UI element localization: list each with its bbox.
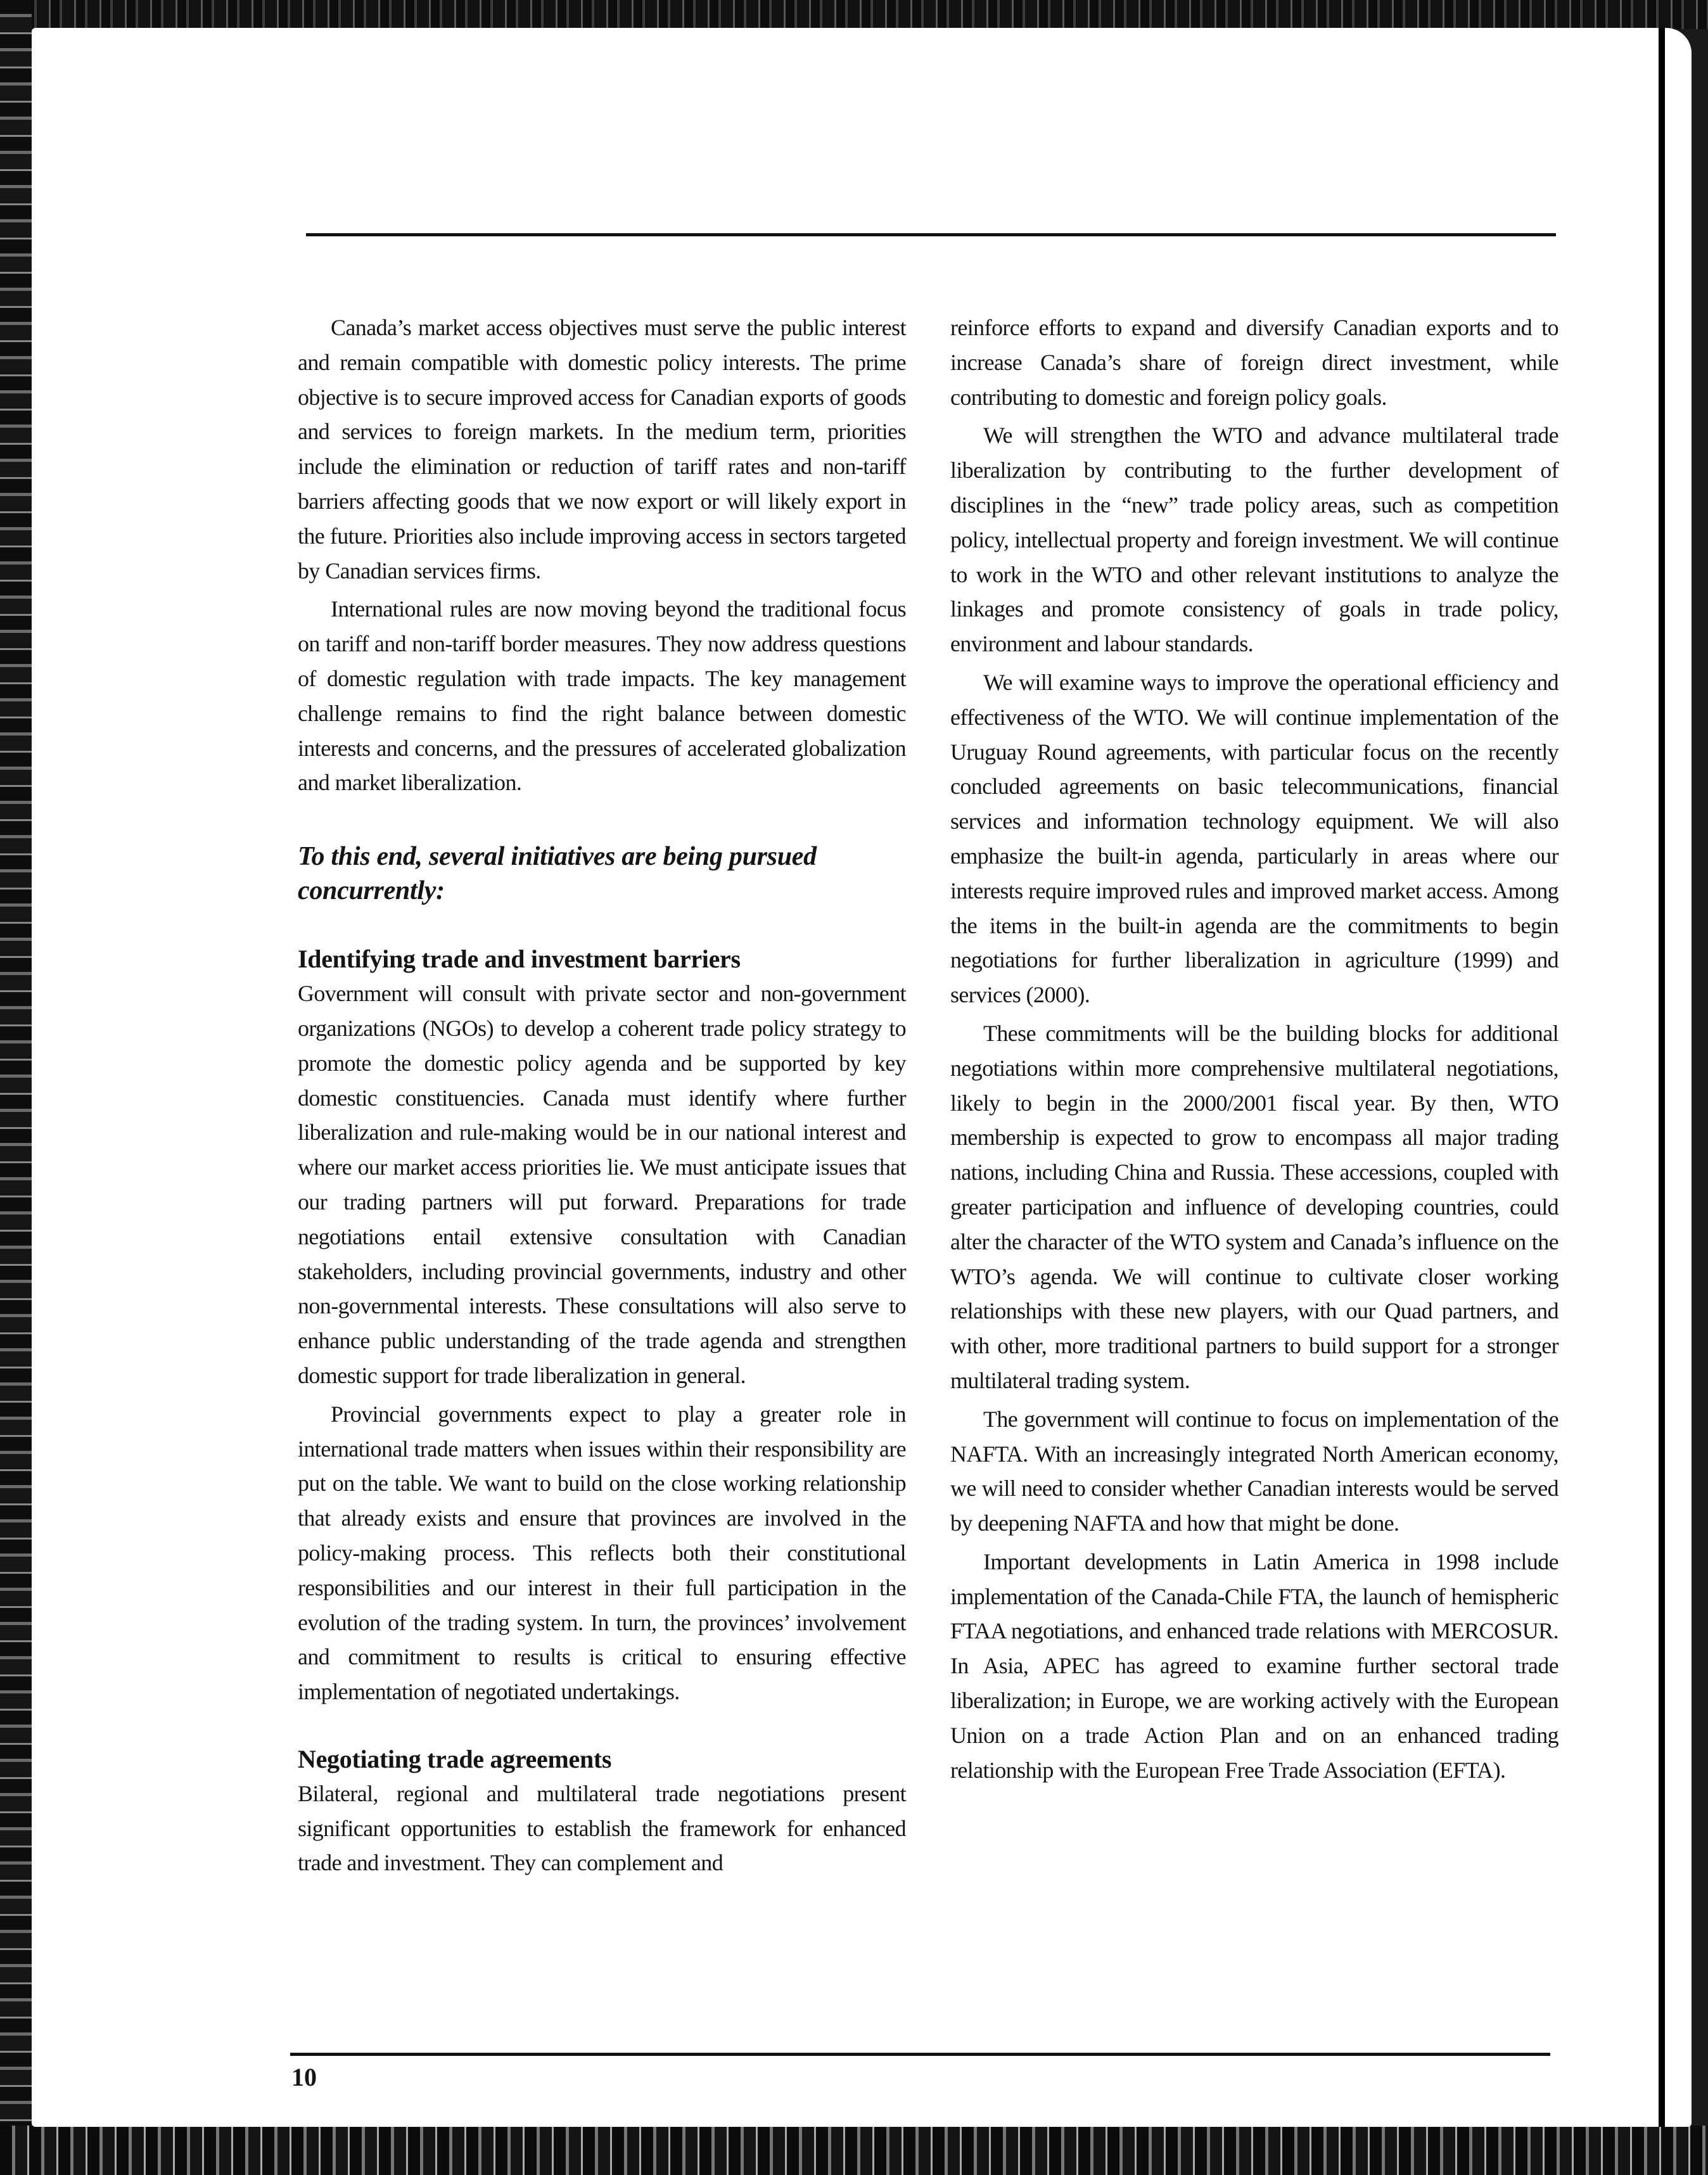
left-column — [298, 310, 906, 1880]
paragraph: We will examine ways to improve the operational efficiency and effectiveness of the WTO. We will continue implementation of the Uruguay Round agreements, with particular focus on the recently concluded agreements on basic telecommunications, financial services and information technology equipment. We will also emphasize the built-in agenda, particularly in areas where our interests require improved rules and improved market access. Among the items in the built-in agenda are the commitments to begin negotiations for further liberalization in agriculture (1999) and services (2000). — [950, 669, 1558, 1008]
section-heading-negotiating: Negotiating trade agreements — [298, 1744, 612, 1773]
paragraph: Government will consult with private sector and non-government organizations (NGOs) to develop a coherent trade policy strategy to promote the domestic policy agenda and be supported by key domestic constituencies. Canada must identify where further liberalization and rule-making would be in our national interest and where our market access priorities lie. We must anticipate issues that our trading partners will put forward. Preparations for trade negotiations entail extensive consultation with Canadian stakeholders, including provincial governments, industry and other non-governmental interests. These consultations will also serve to enhance public understanding of the trade agenda and strengthen domestic support for trade liberalization in general. — [298, 981, 906, 1388]
header-rule — [306, 233, 1556, 236]
footer-rule — [290, 2053, 1550, 2056]
scan-border-left — [0, 0, 32, 2175]
page-number: 10 — [291, 2063, 317, 2091]
paragraph: International rules are now moving beyond the traditional focus on tariff and non-tariff border measures. They now address questions of domestic regulation with trade impacts. The key management challenge remains to find the right balance between domestic interests and concerns, and the pressures of accelerated globalization and market liberalization. — [298, 596, 906, 796]
paragraph: Bilateral, regional and multilateral trade negotiations present significant opportunities to establish the framework for enhanced trade and investment. They can complement and — [298, 1780, 906, 1876]
paragraph: Canada’s market access objectives must serve the public interest and remain compatible with domestic policy interests. The prime objective is to secure improved access for Canadian exports of goods and services to foreign markets. In the medium term, priorities include the elimination or reduction of tariff rates and non-tariff barriers affecting goods that we now export or will likely export in the future. Priorities also include improving access in sectors targeted by Canadian services firms. — [298, 315, 906, 584]
paragraph: Provincial governments expect to play a greater role in international trade matters when issues within their responsibility are put on the table. We want to build on the close working relationship that already exists and ensure that provinces are involved in the policy-making process. This reflects both their constitutional responsibilities and our interest in their full participation in the evolution of the trading system. In turn, the provinces’ involvement and commitment to results is critical to ensuring effective implementation of negotiated undertakings. — [298, 1401, 906, 1705]
paragraph: These commitments will be the building blocks for additional negotiations within more comprehensive multilateral negotiations, likely to begin in the 2000/2001 fiscal year. By then, WTO membership is expected to grow to encompass all major trading nations, including China and Russia. These accessions, coupled with greater participation and influence of developing countries, could alter the character of the WTO system and Canada’s influence on the WTO’s agenda. We will continue to cultivate closer working relationships with these new players, with our Quad partners, and with other, more traditional partners to build support for a stronger multilateral trading system. — [950, 1020, 1558, 1393]
section-heading-barriers: Identifying trade and investment barriers — [298, 945, 741, 974]
paragraph: We will strengthen the WTO and advance multilateral trade liberalization by contributing to the further development of disciplines in the “new” trade policy areas, such as competition policy, intellectual property and foreign investment. We will continue to work in the WTO and other relevant institutions to analyze the linkages and promote consistency of goals in trade policy, environment and labour standards. — [950, 423, 1558, 657]
paragraph: reinforce efforts to expand and diversify Canadian exports and to increase Canada’s share of foreign direct investment, while contributing to domestic and foreign policy goals. — [950, 315, 1558, 410]
paragraph: Important developments in Latin America in 1998 include implementation of the Canada-Chile FTA, the launch of hemispheric FTAA negotiations, and enhanced trade relations with MERCOSUR. In Asia, APEC has agreed to examine further sectoral trade liberalization; in Europe, we are working actively with the European Union on a trade Action Plan and on an enhanced trading relationship with the European Free Trade Association (EFTA). — [950, 1548, 1558, 1783]
right-column — [950, 310, 1558, 1787]
scan-border-top — [0, 0, 1708, 29]
page-edge — [1659, 28, 1665, 2127]
initiatives-heading: To this end, several initiatives are being pursued concurrently: — [298, 842, 817, 906]
scan-border-bottom — [0, 2126, 1708, 2175]
paragraph: The government will continue to focus on implementation of the NAFTA. With an increasingly integrated North American economy, we will need to consider whether Canadian interests would be served by deepening NAFTA and how that might be done. — [950, 1406, 1558, 1536]
